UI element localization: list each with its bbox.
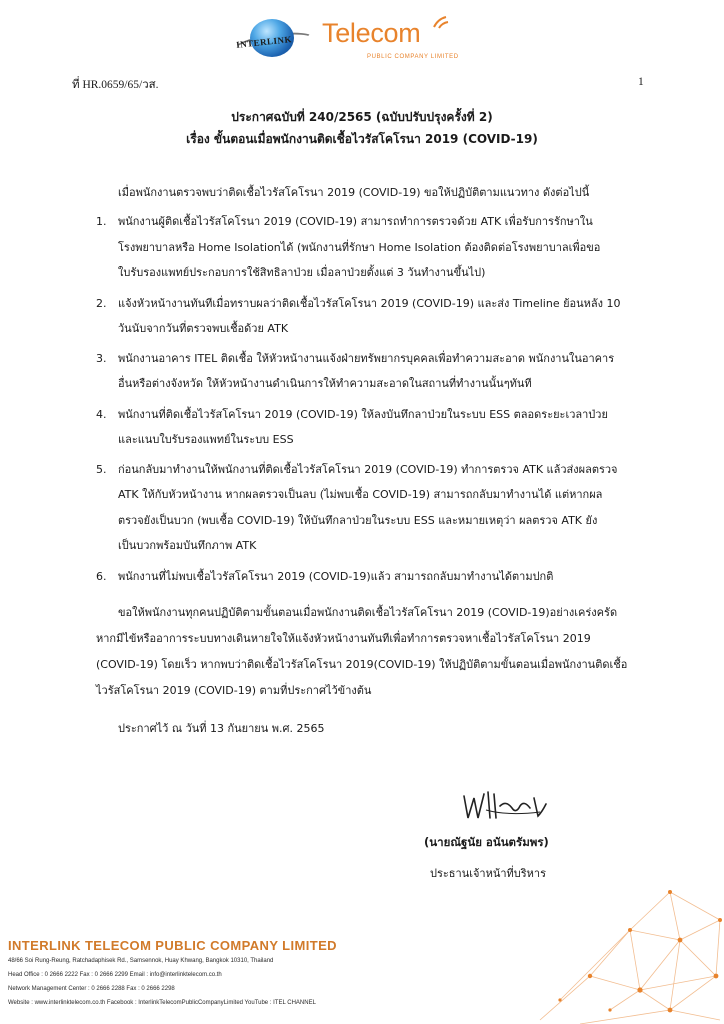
list-item-number: 6. (96, 570, 107, 583)
announcement-number: ประกาศฉบับที่ 240/2565 (ฉบับปรับปรุงครั้งที่ 2) (231, 110, 493, 124)
list-item-line: วันนับจากวันที่ตรวจพบเชื้อด้วย ATK (118, 322, 289, 335)
list-item-line: เป็นบวกพร้อมบันทึกภาพ ATK (118, 539, 257, 552)
list-item-line: พนักงานที่ไม่พบเชื้อไวรัสโคโรนา 2019 (COVID-19)แล้ว สามารถกลับมาทำงานได้ตามปกติ (118, 570, 554, 583)
list-item-number: 1. (96, 215, 107, 228)
network-graphic (520, 880, 724, 1024)
list-item-line: ใบรับรองแพทย์ประกอบการใช้สิทธิลาป่วย เมื่อลาป่วยตั้งแต่ 3 วันทำงานขึ้นไป) (118, 266, 486, 279)
footer-network-center: Network Management Center : 0 2666 2288 Fax : 0 2666 2298 (8, 986, 175, 992)
list-item-line: พนักงานผู้ติดเชื้อไวรัสโคโรนา 2019 (COVID-19) สามารถทำการตรวจด้วย ATK เพื่อรับการรักษาใน (118, 215, 593, 228)
list-item-line: พนักงานที่ติดเชื้อไวรัสโคโรนา 2019 (COVID-19) ให้ลงบันทึกลาป่วยในระบบ ESS ตลอดระยะเวลาป่วย (118, 408, 608, 421)
document-reference: ที่ HR.0659/65/วส. (72, 79, 159, 91)
handwritten-signature (460, 788, 552, 824)
signer-name: (นายณัฐนัย อนันตรัมพร) (424, 835, 549, 849)
list-item-line: พนักงานอาคาร ITEL ติดเชื้อ ให้หัวหน้างานแจ้งฝ่ายทรัพยากรบุคคลเพื่อทำความสะอาด พนักงานในอาคาร (118, 352, 615, 365)
footer-address: 48/66 Soi Rung-Reung, Ratchadaphisek Rd., Samsennok, Huay Khwang, Bangkok 10310, Thailand (8, 958, 274, 964)
list-item-number: 5. (96, 463, 107, 476)
footer-company-name: INTERLINK TELECOM PUBLIC COMPANY LIMITED (8, 938, 337, 953)
intro-paragraph: เมื่อพนักงานตรวจพบว่าติดเชื้อไวรัสโคโรนา 2019 (COVID-19) ขอให้ปฏิบัติตามแนวทาง ดังต่อไปนี้ (118, 186, 590, 199)
list-item-line: และแนบใบรับรองแพทย์ในระบบ ESS (118, 433, 294, 446)
list-item-number: 4. (96, 408, 107, 421)
list-item-number: 3. (96, 352, 107, 365)
footer-head-office: Head Office : 0 2666 2222 Fax : 0 2666 2299 Email : info@interlinktelecom.co.th (8, 972, 222, 978)
list-item-line: อื่นหรือต่างจังหวัด ให้หัวหน้างานดำเนินการให้ทำความสะอาดในสถานที่ทำงานนั้นๆทันที (118, 377, 532, 390)
closing-paragraph-line: ขอให้พนักงานทุกคนปฏิบัติตามขั้นตอนเมื่อพนักงานติดเชื้อไวรัสโคโรนา 2019 (COVID-19)อย่างเคร่งครัด (118, 606, 618, 619)
logo-subtitle: PUBLIC COMPANY LIMITED (367, 54, 459, 60)
list-item-line: ATK ให้กับหัวหน้างาน หากผลตรวจเป็นลบ (ไม่พบเชื้อ COVID-19) สามารถกลับมาทำงานได้ แต่หากผล (118, 488, 603, 501)
signer-title: ประธานเจ้าหน้าที่บริหาร (430, 867, 547, 880)
logo-telecom-text: Telecom (322, 18, 421, 48)
closing-paragraph-line: (COVID-19) โดยเร็ว หากพบว่าติดเชื้อไวรัสโคโรนา 2019(COVID-19) ให้ปฏิบัติตามขั้นตอนเมื่อพนักงานติดเชื้อ (96, 658, 628, 671)
announcement-subject: เรื่อง ขั้นตอนเมื่อพนักงานติดเชื้อไวรัสโคโรนา 2019 (COVID-19) (186, 132, 538, 146)
page-number: 1 (638, 76, 644, 88)
list-item-number: 2. (96, 297, 107, 310)
closing-paragraph-line: ไวรัสโคโรนา 2019 (COVID-19) ตามที่ประกาศไว้ข้างต้น (96, 684, 372, 697)
announcement-date: ประกาศไว้ ณ วันที่ 13 กันยายน พ.ศ. 2565 (118, 722, 325, 735)
signal-waves-icon (430, 13, 456, 29)
closing-paragraph-line: หากมีไข้หรืออาการระบบทางเดินหายใจให้แจ้งหัวหน้างานทันทีเพื่อทำการตรวจหาเชื้อไวรัสโคโรนา 2019 (96, 632, 591, 645)
list-item-line: โรงพยาบาลหรือ Home Isolationได้ (พนักงานที่รักษา Home Isolation ต้องติดต่อโรงพยาบาลเพื่อขอ (118, 241, 601, 254)
list-item-line: แจ้งหัวหน้างานทันทีเมื่อทราบผลว่าติดเชื้อไวรัสโคโรนา 2019 (COVID-19) และส่ง Timeline ย้อนหลัง 10 (118, 297, 621, 310)
logo-interlink-text: INTERLINK (235, 34, 293, 50)
footer-website: Website : www.interlinktelecom.co.th Facebook : InterlinkTelecomPublicCompanyLimited YouTube : ITEL CHANNEL (8, 1000, 316, 1006)
list-item-line: ตรวจยังเป็นบวก (พบเชื้อ COVID-19) ให้บันทึกลาป่วยในระบบ ESS และหมายเหตุว่า ผลตรวจ ATK ยัง (118, 514, 598, 527)
list-item-line: ก่อนกลับมาทำงานให้พนักงานที่ติดเชื้อไวรัสโคโรนา 2019 (COVID-19) ทำการตรวจ ATK แล้วส่งผลตรวจ (118, 463, 618, 476)
